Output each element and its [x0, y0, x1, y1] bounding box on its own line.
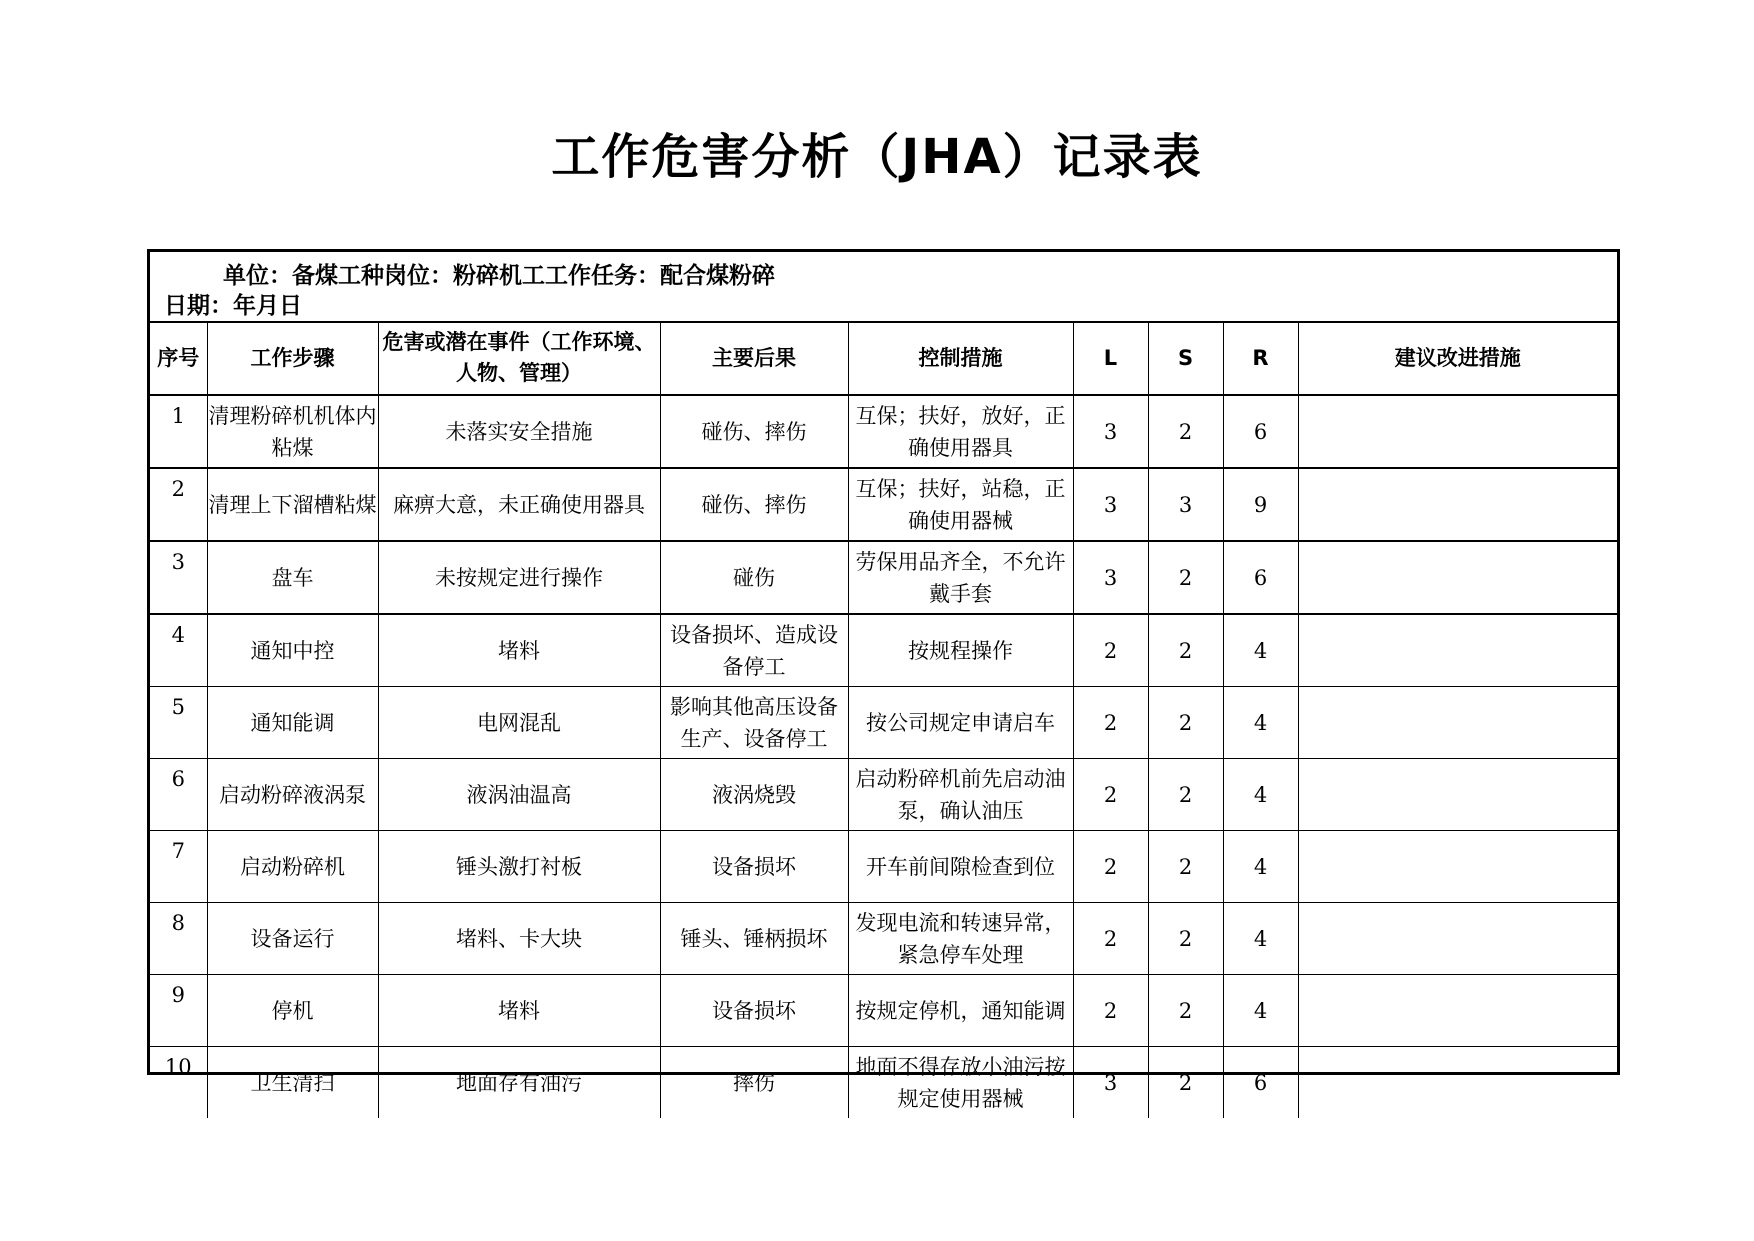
table-row [150, 687, 1617, 759]
cell-suggestion [1298, 541, 1617, 614]
table-row [150, 541, 1617, 614]
cell-l: 2 [1073, 759, 1148, 831]
header-hazard: 危害或潜在事件（工作环境、人物、管理） [378, 322, 660, 396]
cell-s: 2 [1148, 903, 1223, 975]
cell-step: 启动粉碎液涡泵 [207, 759, 378, 831]
cell-seq: 1 [150, 395, 207, 468]
cell-step: 清理上下溜槽粘煤 [207, 468, 378, 541]
header-step: 工作步骤 [207, 322, 378, 396]
cell-l: 3 [1073, 541, 1148, 614]
jha-table [150, 321, 1617, 1118]
table-row [150, 975, 1617, 1047]
cell-l: 3 [1073, 395, 1148, 468]
cell-control: 按公司规定申请启车 [848, 687, 1073, 759]
cell-hazard: 地面存有油污 [378, 1047, 660, 1119]
cell-seq: 8 [150, 903, 207, 975]
cell-seq: 9 [150, 975, 207, 1047]
cell-step: 盘车 [207, 541, 378, 614]
cell-r: 9 [1223, 468, 1298, 541]
info-header [150, 252, 1617, 323]
cell-consequence: 设备损坏 [660, 975, 848, 1047]
cell-step: 设备运行 [207, 903, 378, 975]
cell-control: 劳保用品齐全，不允许戴手套 [848, 541, 1073, 614]
cell-consequence: 碰伤、摔伤 [660, 468, 848, 541]
cell-suggestion [1298, 1047, 1617, 1119]
cell-control: 开车前间隙检查到位 [848, 831, 1073, 903]
cell-control: 互保；扶好，放好，正确使用器具 [848, 395, 1073, 468]
cell-s: 2 [1148, 687, 1223, 759]
cell-s: 2 [1148, 975, 1223, 1047]
cell-consequence: 摔伤 [660, 1047, 848, 1119]
cell-suggestion [1298, 395, 1617, 468]
cell-r: 4 [1223, 975, 1298, 1047]
cell-consequence: 设备损坏 [660, 831, 848, 903]
cell-seq: 2 [150, 468, 207, 541]
cell-hazard: 麻痹大意，未正确使用器具 [378, 468, 660, 541]
cell-l: 2 [1073, 614, 1148, 687]
cell-control: 地面不得存放小油污按规定使用器械 [848, 1047, 1073, 1119]
cell-step: 卫生清扫 [207, 1047, 378, 1119]
cell-suggestion [1298, 614, 1617, 687]
cell-s: 2 [1148, 1047, 1223, 1119]
cell-hazard: 堵料 [378, 614, 660, 687]
cell-r: 6 [1223, 541, 1298, 614]
header-suggestion: 建议改进措施 [1298, 322, 1617, 396]
cell-hazard: 堵料、卡大块 [378, 903, 660, 975]
cell-l: 2 [1073, 687, 1148, 759]
header-seq: 序号 [150, 322, 207, 396]
header-r: R [1223, 322, 1298, 396]
cell-r: 6 [1223, 395, 1298, 468]
cell-consequence: 液涡烧毁 [660, 759, 848, 831]
cell-seq: 6 [150, 759, 207, 831]
cell-suggestion [1298, 975, 1617, 1047]
cell-r: 4 [1223, 759, 1298, 831]
cell-hazard: 液涡油温高 [378, 759, 660, 831]
cell-hazard: 锤头激打衬板 [378, 831, 660, 903]
cell-consequence: 碰伤 [660, 541, 848, 614]
page-title: 工作危害分析（JHA）记录表 [551, 129, 1203, 185]
cell-seq: 4 [150, 614, 207, 687]
table-header-row [150, 322, 1617, 396]
date-line: 日期：年月日 [164, 293, 302, 319]
cell-step: 通知能调 [207, 687, 378, 759]
cell-s: 2 [1148, 541, 1223, 614]
cell-l: 3 [1073, 468, 1148, 541]
cell-suggestion [1298, 903, 1617, 975]
cell-hazard: 电网混乱 [378, 687, 660, 759]
cell-l: 3 [1073, 1047, 1148, 1119]
cell-control: 发现电流和转速异常，紧急停车处理 [848, 903, 1073, 975]
cell-control: 启动粉碎机前先启动油泵，确认油压 [848, 759, 1073, 831]
cell-seq: 10 [150, 1047, 207, 1119]
jha-record-sheet [147, 249, 1620, 1111]
cell-s: 2 [1148, 614, 1223, 687]
cell-r: 6 [1223, 1047, 1298, 1119]
cell-l: 2 [1073, 831, 1148, 903]
cell-r: 4 [1223, 614, 1298, 687]
cell-control: 互保；扶好，站稳，正确使用器械 [848, 468, 1073, 541]
cell-suggestion [1298, 759, 1617, 831]
cell-l: 2 [1073, 903, 1148, 975]
table-row [150, 614, 1617, 687]
cell-step: 启动粉碎机 [207, 831, 378, 903]
cell-hazard: 未落实安全措施 [378, 395, 660, 468]
cell-consequence: 锤头、锤柄损坏 [660, 903, 848, 975]
unit-position-task-line: 单位：备煤工种岗位：粉碎机工工作任务：配合煤粉碎 [223, 263, 775, 289]
table-row [150, 395, 1617, 468]
table-row [150, 759, 1617, 831]
cell-s: 2 [1148, 395, 1223, 468]
cell-s: 2 [1148, 759, 1223, 831]
cell-r: 4 [1223, 687, 1298, 759]
cell-seq: 5 [150, 687, 207, 759]
header-control: 控制措施 [848, 322, 1073, 396]
cell-consequence: 碰伤、摔伤 [660, 395, 848, 468]
cell-s: 2 [1148, 831, 1223, 903]
cell-suggestion [1298, 687, 1617, 759]
cell-s: 3 [1148, 468, 1223, 541]
table-row [150, 468, 1617, 541]
cell-step: 停机 [207, 975, 378, 1047]
header-s: S [1148, 322, 1223, 396]
cell-control: 按规定停机，通知能调 [848, 975, 1073, 1047]
cell-r: 4 [1223, 903, 1298, 975]
table-row [150, 831, 1617, 903]
cell-hazard: 未按规定进行操作 [378, 541, 660, 614]
cell-l: 2 [1073, 975, 1148, 1047]
table-row [150, 903, 1617, 975]
cell-seq: 3 [150, 541, 207, 614]
cell-suggestion [1298, 831, 1617, 903]
table-row [150, 1047, 1617, 1119]
cell-suggestion [1298, 468, 1617, 541]
header-consequence: 主要后果 [660, 322, 848, 396]
cell-control: 按规程操作 [848, 614, 1073, 687]
cell-step: 通知中控 [207, 614, 378, 687]
cell-hazard: 堵料 [378, 975, 660, 1047]
cell-step: 清理粉碎机机体内粘煤 [207, 395, 378, 468]
cell-consequence: 影响其他高压设备生产、设备停工 [660, 687, 848, 759]
cell-r: 4 [1223, 831, 1298, 903]
header-l: L [1073, 322, 1148, 396]
cell-seq: 7 [150, 831, 207, 903]
cell-consequence: 设备损坏、造成设备停工 [660, 614, 848, 687]
